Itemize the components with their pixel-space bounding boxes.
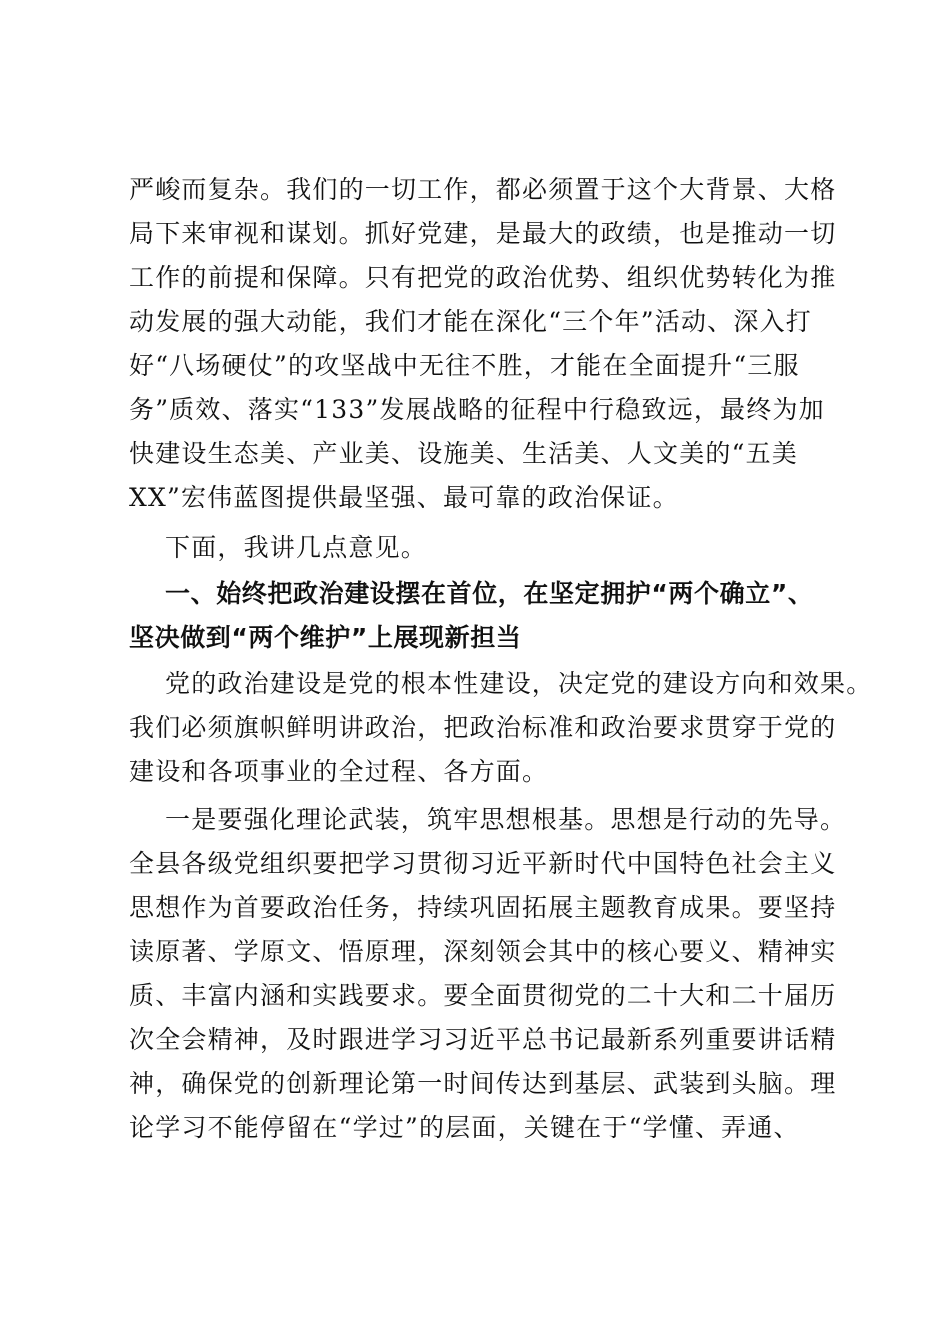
text-line: XX”宏伟蓝图提供最坚强、最可靠的政治保证。: [129, 483, 679, 512]
section-heading-line: 一、始终把政治建设摆在首位，在坚定拥护“两个确立”、: [165, 579, 814, 608]
text-line: 次全会精神，及时跟进学习习近平总书记最新系列重要讲话精: [129, 1025, 837, 1054]
text-line: 严峻而复杂。我们的一切工作，都必须置于这个大背景、大格: [129, 175, 837, 204]
text-line: 一是要强化理论武装，筑牢思想根基。思想是行动的先导。: [165, 805, 847, 834]
text-line: 务”质效、落实“133”发展战略的征程中行稳致远，最终为加: [129, 395, 825, 424]
text-line: 论学习不能停留在“学过”的层面，关键在于“学懂、弄通、: [129, 1113, 800, 1142]
text-line: 读原著、学原文、悟原理，深刻领会其中的核心要义、精神实: [129, 937, 837, 966]
text-line: 质、丰富内涵和实践要求。要全面贯彻党的二十大和二十届历: [129, 981, 837, 1010]
text-line: 快建设生态美、产业美、设施美、生活美、人文美的“五美: [129, 439, 798, 468]
text-line: 神，确保党的创新理论第一时间传达到基层、武装到头脑。理: [129, 1069, 837, 1098]
text-line: 全县各级党组织要把学习贯彻习近平新时代中国特色社会主义: [129, 849, 837, 878]
text-line: 动发展的强大动能，我们才能在深化“三个年”活动、深入打: [129, 307, 812, 336]
text-line: 局下来审视和谋划。抓好党建，是最大的政绩，也是推动一切: [129, 219, 837, 248]
text-line: 思想作为首要政治任务，持续巩固拓展主题教育成果。要坚持: [129, 893, 837, 922]
text-line: 我们必须旗帜鲜明讲政治，把政治标准和政治要求贯穿于党的: [129, 713, 837, 742]
text-line: 好“八场硬仗”的攻坚战中无往不胜，才能在全面提升“三服: [129, 351, 800, 380]
section-heading-line: 坚决做到“两个维护”上展现新担当: [129, 623, 522, 652]
text-line: 建设和各项事业的全过程、各方面。: [129, 757, 549, 786]
text-line: 下面，我讲几点意见。: [165, 533, 428, 562]
text-line: 工作的前提和保障。只有把党的政治优势、组织优势转化为推: [129, 263, 837, 292]
text-line: 党的政治建设是党的根本性建设，决定党的建设方向和效果。: [165, 669, 873, 698]
